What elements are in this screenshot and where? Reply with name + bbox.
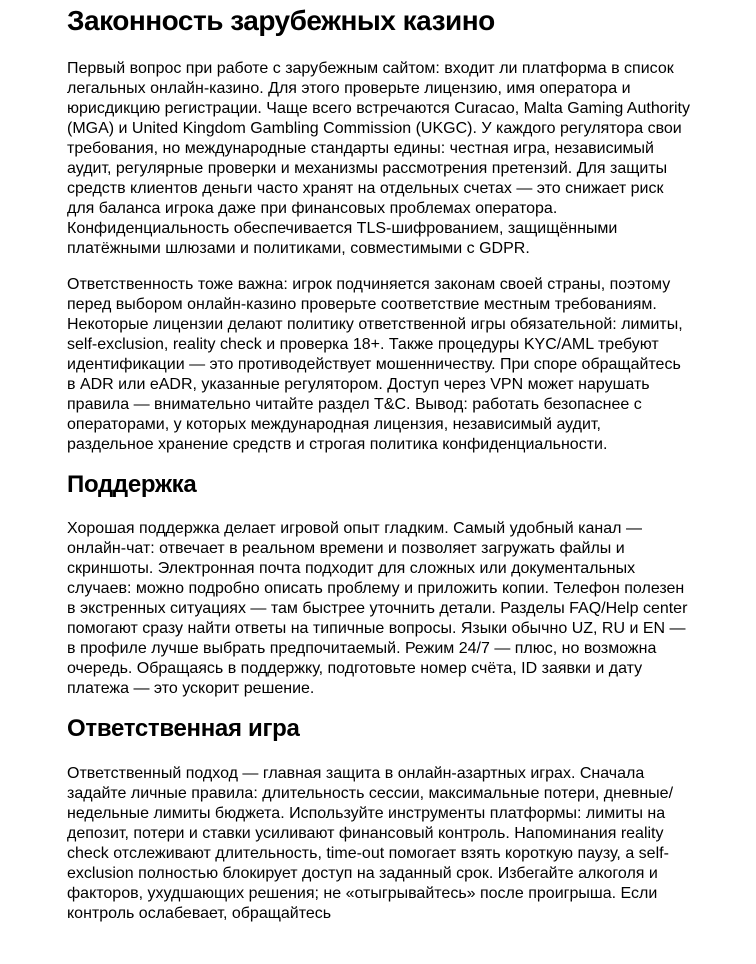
heading-casino-legality: Законность зарубежных казино [67,5,495,36]
paragraph-support-channels: Хорошая поддержка делает игровой опыт гладким. Самый удобный канал — онлайн-чат: отвечает в реальном времени и позволяет загружать файлы и скриншоты. Электронная почта подходит для сложных или документальных случаев: можно подробно описать проблему и приложить копии. Телефон полезен в экстренных ситуациях — там быстрее уточнить детали. Разделы FAQ/Help center помогают сразу найти ответы на типичные вопросы. Языки обычно UZ, RU и EN — в профиле лучше выбрать предпочитаемый. Режим 24/7 — плюс, но возможна очередь. Обращаясь в поддержку, подготовьте номер счёта, ID заявки и дату платежа — это ускорит решение. [67,520,688,698]
paragraph-license-check: Первый вопрос при работе с зарубежным сайтом: входит ли платформа в список легальных онлайн-казино. Для этого проверьте лицензию, имя оператора и юрисдикцию регистрации. Чаще всего встречаются Curacao, Malta Gaming Authority (MGA) и United Kingdom Gambling Commission (UKGC). У каждого регулятора свои требования, но международные стандарты едины: честная игра, независимый аудит, регулярные проверки и механизмы рассмотрения претензий. Для защиты средств клиентов деньги часто хранят на отдельных счетах — это снижает риск для баланса игрока даже при финансовых проблемах оператора. Конфиденциальность обеспечивается TLS-шифрованием, защищёнными платёжными шлюзами и политиками, совместимыми с GDPR. [67,59,690,257]
heading-support: Поддержка [67,470,197,498]
paragraph-player-responsibility: Ответственность тоже важна: игрок подчиняется законам своей страны, поэтому перед выбором онлайн-казино проверьте соответствие местным требованиям. Некоторые лицензии делают политику ответственной игры обязательной: лимиты, self-exclusion, reality check и проверка 18+. Также процедуры KYC/AML требуют идентификации — это противодействует мошенничеству. При споре обращайтесь в ADR или eADR, указанные регулятором. Доступ через VPN может нарушать правила — внимательно читайте раздел T&C. Вывод: работать безопаснее с операторами, у которых международная лицензия, независимый аудит, раздельное хранение средств и строгая политика конфиденциальности. [67,275,683,453]
paragraph-responsible-gaming: Ответственный подход — главная защита в онлайн-азартных играх. Сначала задайте личные правила: длительность сессии, максимальные потери, дневные/недельные лимиты бюджета. Используйте инструменты платформы: лимиты на депозит, потери и ставки усиливают финансовый контроль. Напоминания reality check отслеживают длительность, time-out помогает взять короткую паузу, а self-exclusion полностью блокирует доступ на заданный срок. Избегайте алкоголя и факторов, ухудшающих решения; не «отыгрывайтесь» после проигрыша. Если контроль ослабевает, обращайтесь [67,765,674,923]
heading-responsible-gaming: Ответственная игра [67,715,300,743]
